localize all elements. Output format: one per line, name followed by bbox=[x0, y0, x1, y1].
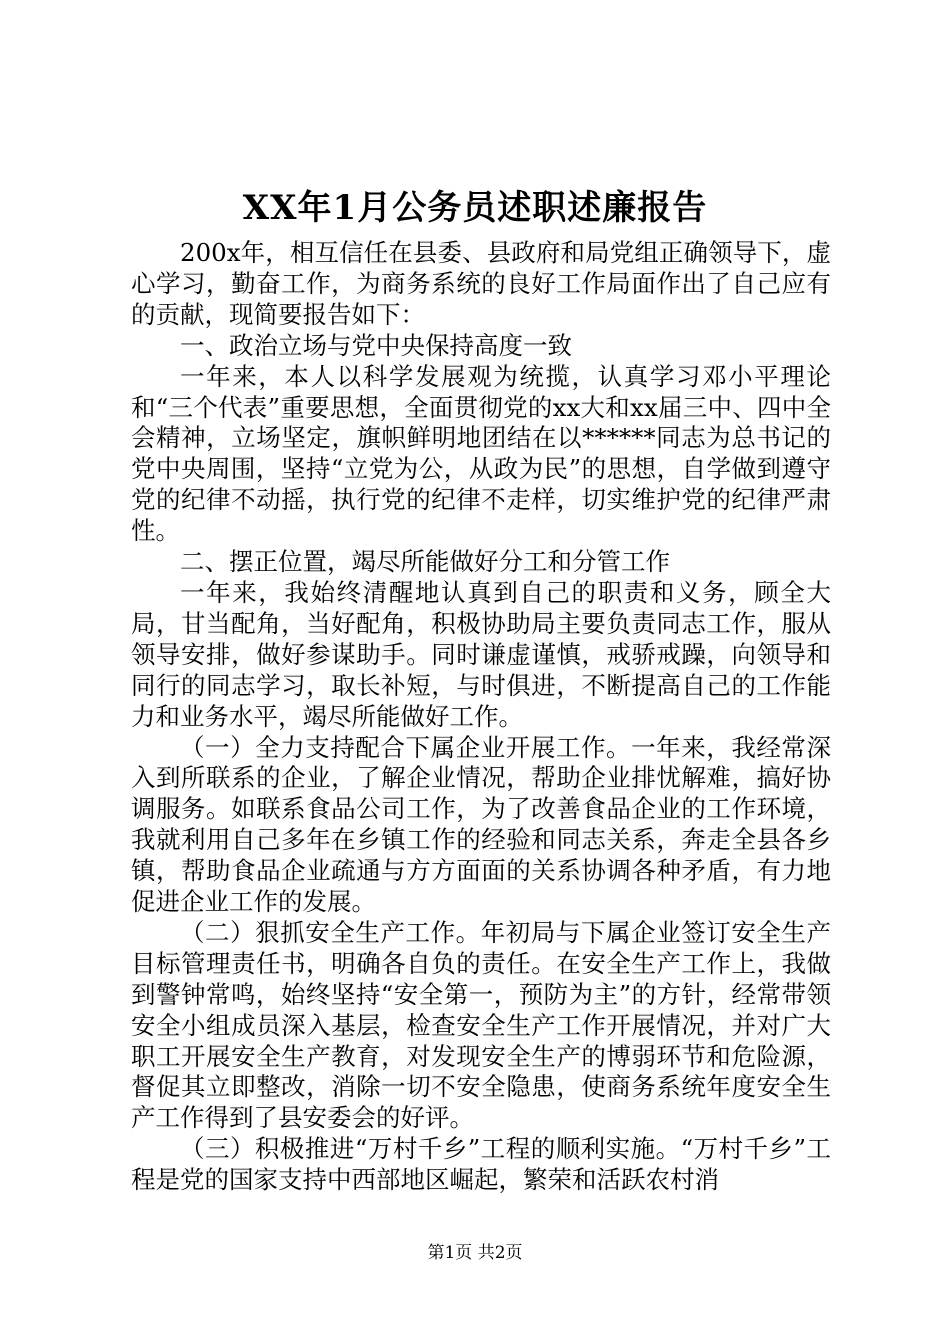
document-body bbox=[131, 238, 831, 1196]
paragraph: 一年来，我始终清醒地认真到自己的职责和义务，顾全大局，甘当配角，当好配角，积极协助局主要负责同志工作，服从领导安排，做好参谋助手。同时谦虚谨慎，戒骄戒躁，向领导和同行的同志学习，取长补短，与时俱进，不断提高自己的工作能力和业务水平，竭尽所能做好工作。 bbox=[131, 577, 831, 731]
paragraph: （三）积极推进“万村千乡”工程的顺利实施。“万村千乡”工程是党的国家支持中西部地区崛起，繁荣和活跃农村消 bbox=[131, 1134, 831, 1195]
section-heading: 二、摆正位置，竭尽所能做好分工和分管工作 bbox=[180, 547, 670, 577]
document-title: XX年1月公务员述职述廉报告 bbox=[242, 188, 708, 228]
page-footer: 第1页 共2页 bbox=[427, 1243, 523, 1263]
paragraph: （一）全力支持配合下属企业开展工作。一年来，我经常深入到所联系的企业，了解企业情况，帮助企业排忧解难，搞好协调服务。如联系食品公司工作，为了改善食品企业的工作环境，我就利用自己多年在乡镇工作的经验和同志关系，奔走全县各乡镇，帮助食品企业疏通与方方面面的关系协调各种矛盾，有力地促进企业工作的发展。 bbox=[131, 732, 831, 917]
section-heading: 一、政治立场与党中央保持高度一致 bbox=[180, 330, 572, 360]
paragraph: 200x年，相互信任在县委、县政府和局党组正确领导下，虚心学习，勤奋工作，为商务系统的良好工作局面作出了自己应有的贡献，现简要报告如下： bbox=[131, 238, 831, 329]
paragraph: 一年来，本人以科学发展观为统揽，认真学习邓小平理论和“三个代表”重要思想，全面贯彻党的xx大和xx届三中、四中全会精神，立场坚定，旗帜鲜明地团结在以******同志为总书记的党中央周围，坚持“立党为公，从政为民”的思想，自学做到遵守党的纪律不动摇，执行党的纪律不走样，切实维护党的纪律严肃性。 bbox=[131, 361, 831, 546]
paragraph: （二）狠抓安全生产工作。年初局与下属企业签订安全生产目标管理责任书，明确各自负的责任。在安全生产工作上，我做到警钟常鸣，始终坚持“安全第一，预防为主”的方针，经常带领安全小组成员深入基层，检查安全生产工作开展情况，并对广大职工开展安全生产教育，对发现安全生产的博弱环节和危险源，督促其立即整改，消除一切不安全隐患，使商务系统年度安全生产工作得到了县安委会的好评。 bbox=[131, 917, 831, 1133]
